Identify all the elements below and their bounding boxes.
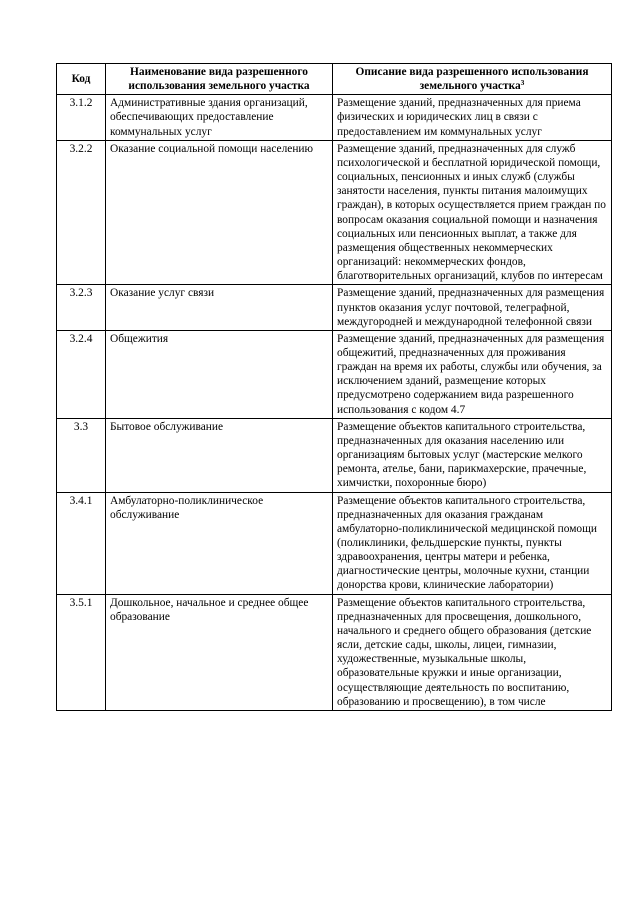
row-name: Оказание социальной помощи населению	[106, 140, 333, 285]
row-description: Размещение зданий, предназначенных для приема физических и юридических лиц в связи с предоставлением им коммунальных услуг	[333, 95, 612, 140]
table-row	[57, 140, 612, 285]
row-name: Административные здания организаций, обеспечивающих предоставление коммунальных услуг	[106, 95, 333, 140]
row-name: Оказание услуг связи	[106, 285, 333, 330]
row-description: Размещение зданий, предназначенных для размещения пунктов оказания услуг почтовой, телеграфной, междугородней и международной телефонной связи	[333, 285, 612, 330]
table-row	[57, 492, 612, 594]
header-row	[57, 64, 612, 95]
row-code: 3.4.1	[57, 492, 106, 594]
table-row	[57, 95, 612, 140]
table-row	[57, 285, 612, 330]
row-description: Размещение зданий, предназначенных для служб психологической и бесплатной юридической помощи, социальных, пенсионных и иных служб (службы занятости населения, пункты питания малоимущих граждан), в которых осуществляется прием граждан по вопросам оказания социальной помощи и назначения социальных или пенсионных выплат, а также для размещения общественных некоммерческих организаций: некоммерческих фондов, благотворительных организаций, клубов по интересам	[333, 140, 612, 285]
row-code: 3.1.2	[57, 95, 106, 140]
row-code: 3.3	[57, 418, 106, 492]
row-name: Бытовое обслуживание	[106, 418, 333, 492]
row-code: 3.2.4	[57, 330, 106, 418]
row-description: Размещение объектов капитального строительства, предназначенных для оказания гражданам амбулаторно-поликлинической медицинской помощи (поликлиники, фельдшерские пункты, пункты здравоохранения, центры матери и ребенка, диагностические центры, молочные кухни, станции донорства крови, клинические лаборатории)	[333, 492, 612, 594]
row-description: Размещение объектов капитального строительства, предназначенных для просвещения, дошкольного, начального и среднего общего образования (детские ясли, детские сады, школы, лицеи, гимназии, художественные, музыкальные школы, образовательные кружки и иные организации, осуществляющие деятельность по воспитанию, образованию и просвещению), в том числе	[333, 594, 612, 710]
row-name: Амбулаторно-поликлиническое обслуживание	[106, 492, 333, 594]
row-name: Общежития	[106, 330, 333, 418]
header-description-text: Описание вида разрешенного использования земельного участка	[355, 66, 589, 93]
table-row	[57, 594, 612, 710]
table-row	[57, 418, 612, 492]
table-header	[57, 64, 612, 95]
row-description: Размещение объектов капитального строительства, предназначенных для оказания населению или организациям бытовых услуг (мастерские мелкого ремонта, ателье, бани, парикмахерские, прачечные, химчистки, похоронные бюро)	[333, 418, 612, 492]
row-code: 3.2.3	[57, 285, 106, 330]
footnote-mark: 3	[520, 78, 525, 88]
header-name: Наименование вида разрешенного использования земельного участка	[106, 64, 333, 95]
header-description	[333, 64, 612, 95]
table-body	[57, 95, 612, 711]
row-code: 3.5.1	[57, 594, 106, 710]
header-code: Код	[57, 64, 106, 95]
row-name: Дошкольное, начальное и среднее общее образование	[106, 594, 333, 710]
land-use-table	[56, 63, 612, 711]
table-row	[57, 330, 612, 418]
row-description: Размещение зданий, предназначенных для размещения общежитий, предназначенных для проживания граждан на время их работы, службы или обучения, за исключением зданий, размещение которых предусмотрено содержанием вида разрешенного использования с кодом 4.7	[333, 330, 612, 418]
row-code: 3.2.2	[57, 140, 106, 285]
